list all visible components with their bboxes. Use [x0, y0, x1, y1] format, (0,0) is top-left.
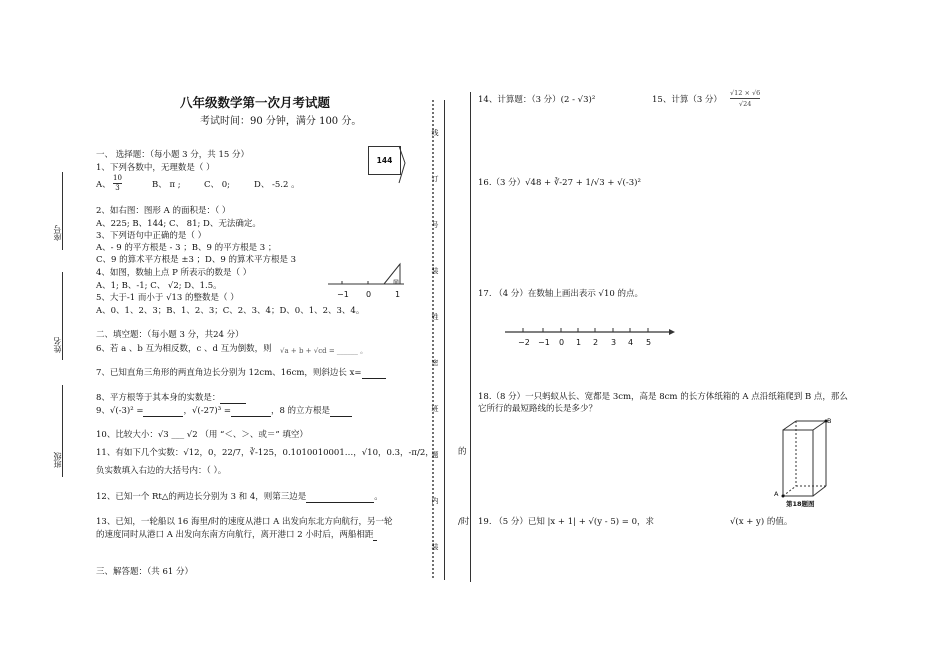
q10-text: 10、比较大小：√3 ___ √2 （用 “＜、＞、或＝” 填空）	[96, 430, 308, 440]
q4-axis-label-neg1: −1	[337, 290, 349, 299]
q9-blank-3[interactable]	[330, 407, 352, 417]
q6-expression: √a + b + √cd = ______ 。	[280, 347, 368, 355]
q9-blank-2[interactable]	[231, 407, 271, 417]
q5-options: A、0、1、2、3；B、1、2、3；C、2、3、4；D、0、1、2、3、4。	[96, 306, 365, 316]
q11-text-b: 负实数填入右边的大括号内：（ ）。	[96, 466, 227, 476]
q17-tick-label: −2	[518, 338, 530, 347]
binding-solid-line	[444, 100, 445, 580]
q1-option-a: A、	[96, 180, 111, 190]
q1-option-c: C、 0;	[204, 180, 230, 190]
q1-option-d: D、 -5.2 。	[254, 180, 300, 190]
section1-heading: 一、 选择题：（每小题 3 分，共 15 分）	[96, 150, 249, 160]
q4-options: A、1; B、-1; C、 √2; D、1.5。	[96, 281, 222, 291]
q2-options: A、225; B、144; C、 81; D、无法确定。	[96, 219, 261, 229]
q4-axis-label-0: 0	[366, 290, 372, 299]
page-divider-line	[470, 92, 471, 582]
overflow-fragment-de: 的	[458, 447, 467, 457]
q9-text: 9、√(-3)² = ，√(-27)³ = ，8 的立方根是	[96, 406, 352, 417]
q17-tick-label: 2	[593, 338, 599, 347]
q16-text: 16.（3 分）√48 + ∛-27 + 1/√3 + √(-3)²	[478, 178, 641, 188]
square-label: 144	[376, 156, 393, 165]
q12-text: 12、已知一个 Rt△的两边长分别为 3 和 4，则第三边是 。	[96, 492, 383, 502]
q17-tick-label: 4	[628, 338, 634, 347]
q17-tick-label: 5	[646, 338, 652, 347]
q12-answer-blank[interactable]	[306, 493, 374, 503]
q13-text-b: 的速度同时从港口 A 出发向东南方向航行，离开港口 2 小时后，两船相距	[96, 530, 377, 541]
q17-tick-label: 0	[559, 338, 565, 347]
name-label: 姓名	[53, 337, 62, 353]
q18-caption: 第18题图	[786, 500, 815, 508]
q17-numberline	[505, 326, 677, 340]
name-line	[62, 272, 63, 360]
q18-text-b: 它所行的最短路线的长是多少？	[478, 404, 598, 414]
q18-box-figure	[780, 418, 830, 498]
q8-text: 8、平方根等于其本身的实数是：	[96, 393, 246, 404]
q17-tick-label: 1	[576, 338, 582, 347]
q18-point-b: B	[827, 417, 832, 425]
seat-label: 座号	[53, 225, 62, 241]
q2-triangle-figure	[397, 143, 407, 193]
overflow-fragment-shi: /时	[458, 517, 470, 527]
q11-text: 11、有如下几个实数：√12，0，22/7，∛-125，0.1010010001…，√10，0.3，-π/2，	[96, 448, 434, 458]
q17-tick-label: −1	[538, 338, 550, 347]
q15-text: 15、计算（3 分）	[652, 95, 722, 105]
class-line	[62, 385, 63, 477]
q7-answer-blank[interactable]	[362, 369, 386, 379]
q18-text: 18.（8 分）一只蚂蚁从长、宽都是 3cm，高是 8cm 的长方体纸箱的 A 点沿纸箱爬到 B 点，那么	[478, 392, 848, 402]
q6-text: 6、若 a 、b 互为相反数，c 、d 互为倒数，则	[96, 344, 272, 354]
q18-point-a: A	[774, 490, 779, 498]
q13-text: 13、已知，一轮船以 16 海里/时的速度从港口 A 出发向东北方向航行，另一轮	[96, 517, 393, 527]
q4-axis-label-1: 1	[395, 290, 401, 299]
q19-text: 19. （5 分）已知 |x + 1| + √(y - 5) = 0，求	[478, 517, 654, 527]
q15-fraction: √12 × √6 √24	[730, 89, 761, 108]
q14-text: 14、计算题：（3 分）(2 - √3)²	[478, 95, 596, 105]
section3-heading: 三、解答题：（共 61 分）	[96, 567, 193, 577]
q4-text: 4、如图，数轴上点 P 所表示的数是（ ）	[96, 268, 252, 278]
q3-text: 3、下列语句中正确的是（ ）	[96, 231, 207, 241]
q17-tick-label: 3	[611, 338, 617, 347]
section2-heading: 二、填空题：（每小题 3 分，共24 分）	[96, 330, 244, 340]
q2-text: 2、如右图：图形 A 的面积是：（ ）	[96, 206, 231, 216]
q7-text: 7、已知直角三角形的两直角边长分别为 12cm、16cm，则斜边长 x=	[96, 368, 386, 379]
q5-text: 5、大于-1 而小于 √13 的整数是（ ）	[96, 293, 239, 303]
page-subtitle: 考试时间：90 分钟，满分 100 分。	[200, 116, 362, 127]
q1-text: 1、下列各数中，无理数是（ ）	[96, 163, 215, 173]
q17-text: 17. （4 分）在数轴上画出表示 √10 的点。	[478, 289, 643, 299]
q1-fraction: 10 3	[113, 174, 122, 192]
q9-blank-1[interactable]	[143, 407, 183, 417]
q19-text-end: √(x + y) 的值。	[730, 517, 793, 527]
page-title: 八年级数学第一次月考试题	[180, 95, 331, 110]
q3-options-ab: A、- 9 的平方根是 - 3 ；B、9 的平方根是 3 ；	[96, 243, 277, 253]
seat-line	[62, 172, 63, 250]
q13-answer-blank[interactable]	[373, 531, 377, 541]
q8-answer-blank[interactable]	[220, 394, 246, 404]
q1-option-b: B、 π ;	[152, 180, 181, 190]
class-label: 班级	[53, 452, 62, 468]
q3-options-cd: C、9 的算术平方根是 ±3 ；D、9 的算术平方根是 3	[96, 255, 297, 265]
binding-labels: 线 订 号 装 姓 密 班 题 内 装	[431, 129, 439, 551]
